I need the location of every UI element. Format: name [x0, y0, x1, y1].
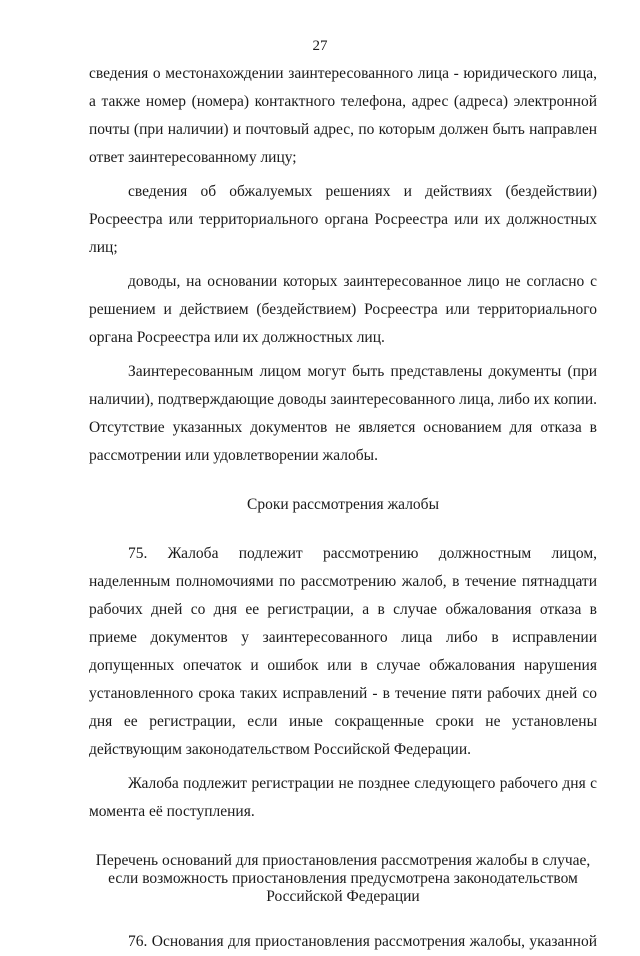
paragraph-documents: Заинтересованным лицом могут быть представлены документы (при наличии), подтверждающие доводы заинтересованного лица, либо их копии. Отсутствие указанных документов не является основанием для отказа в рассмотрении или удовлетворении жалобы. — [89, 363, 597, 464]
paragraph-registration: Жалоба подлежит регистрации не позднее следующего рабочего дня с момента её поступления. — [89, 775, 597, 820]
document-body — [89, 60, 597, 956]
heading-line: Перечень оснований для приостановления рассмотрения жалобы в случае, — [95, 852, 591, 869]
section-heading-suspension — [89, 852, 597, 906]
section-heading-terms: Сроки рассмотрения жалобы — [247, 496, 439, 513]
paragraph-item-75: 75. Жалоба подлежит рассмотрению должностным лицом, наделенным полномочиями по рассмотрению жалоб, в течение пятнадцати рабочих дней со дня ее регистрации, а в случае обжалования отказа в приеме документов у заинтересованного лица либо в исправлении допущенных опечаток и ошибок или в случае обжалования нарушения установленного срока таких исправлений - в течение пяти рабочих дней со дня ее регистрации, если иные сокращенные сроки не установлены действующим законодательством Российской Федерации. — [89, 545, 597, 758]
paragraph-contact-info: сведения о местонахождении заинтересованного лица - юридического лица, а также номер (номера) контактного телефона, адрес (адреса) электронной почты (при наличии) и почтовый адрес, по которым должен быть направлен ответ заинтересованному лицу; — [89, 65, 597, 166]
heading-line: если возможность приостановления предусмотрена законодательством — [108, 870, 578, 887]
paragraph-appealed-decisions: сведения об обжалуемых решениях и действиях (бездействии) Росреестра или территориального органа Росреестра или их должностных лиц; — [89, 183, 597, 256]
page-number: 27 — [312, 38, 328, 54]
paragraph-arguments: доводы, на основании которых заинтересованное лицо не согласно с решением и действием (бездействием) Росреестра или территориального органа Росреестра или их должностных лиц. — [89, 273, 597, 346]
heading-line: Российской Федерации — [266, 888, 420, 905]
paragraph-item-76: 76. Основания для приостановления рассмотрения жалобы, указанной — [128, 933, 597, 950]
